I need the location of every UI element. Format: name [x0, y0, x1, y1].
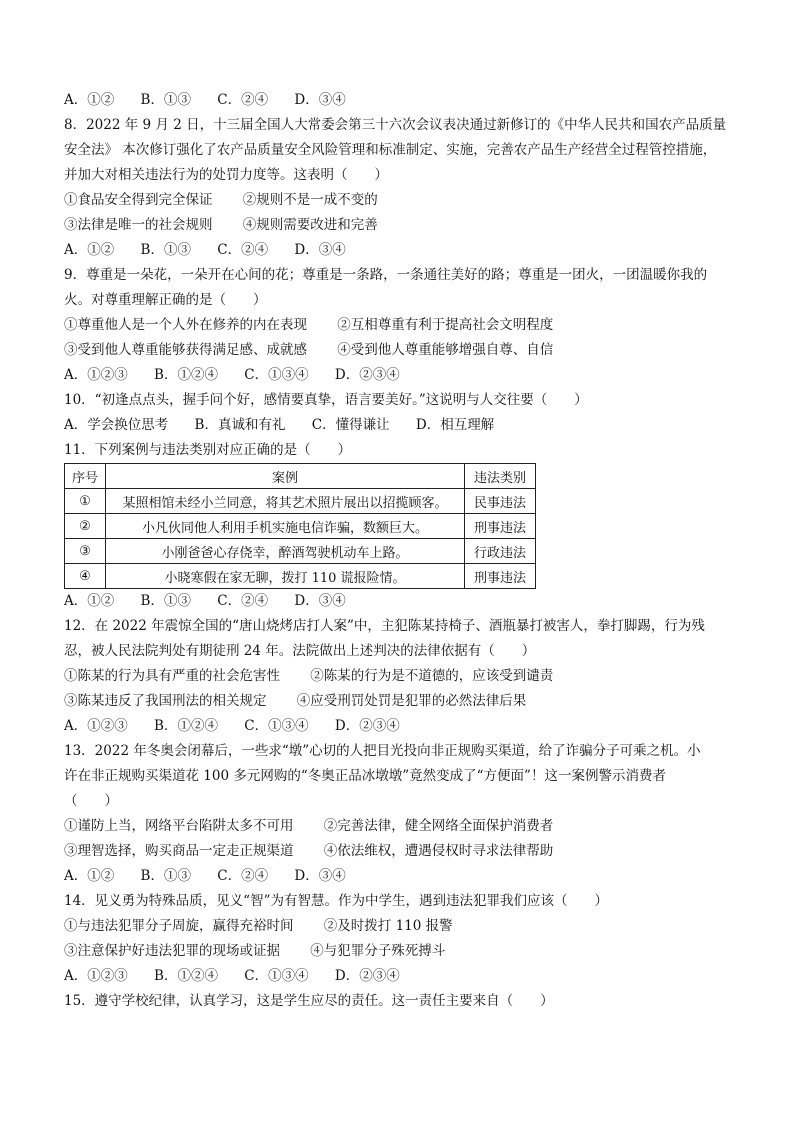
q13-statement-1: ①谨防上当，网络平台陷阱太多不可用: [64, 818, 294, 834]
q9-statement-4: ④受到他人尊重能够增强自尊、自信: [337, 342, 554, 358]
q9-option-c: C．①③④: [244, 367, 309, 383]
q13-option-d: D．③④: [294, 868, 346, 884]
q10-option-b: B．真诚和有礼: [194, 417, 286, 433]
q12-options: [64, 714, 744, 739]
q13-statements-row-1: [64, 814, 744, 839]
q12-option-b: B．①②④: [154, 718, 218, 734]
q9-option-b: B．①②④: [154, 367, 218, 383]
q11-option-d: D．③④: [294, 593, 346, 609]
q11-options: [64, 589, 744, 614]
q14-statements-row-1: [64, 914, 744, 939]
q9-statement-1: ①尊重他人是一个人外在修养的内在表现: [64, 317, 307, 333]
table-cell-type: 刑事违法: [465, 514, 536, 539]
exam-page: [64, 88, 744, 1014]
q9-stem-line-2: 火。对尊重理解正确的是（ ）: [64, 292, 267, 308]
q12-statement-2: ②陈某的行为是不道德的，应该受到谴责: [310, 668, 554, 684]
q11-option-b: B．①③: [140, 593, 191, 609]
q8-options: [64, 238, 744, 263]
q7-option-a: A．①②: [64, 92, 115, 108]
q7-options: [64, 88, 744, 113]
table-cell-number: ③: [65, 539, 106, 564]
q11-stem-line-1: 11．下列案例与违法类别对应正确的是（ ）: [64, 442, 352, 458]
q8-option-a: A．①②: [64, 242, 115, 258]
q8-stem-line-1: 8．2022 年 9 月 2 日，十三届全国人大常委会第三十六次会议表决通过新修订的《中华人民共和国农产品质量: [64, 117, 727, 133]
q9-option-d: D．②③④: [334, 367, 400, 383]
q7-option-c: C．②④: [217, 92, 269, 108]
q8-option-c: C．②④: [217, 242, 269, 258]
q9-option-a: A．①②③: [64, 367, 128, 383]
q8-stem-line-3: 并加大对相关违法行为的处罚力度等。这表明（ ）: [64, 167, 388, 183]
table-cell-number: ④: [65, 564, 106, 589]
q9-stem-line-1: 9．尊重是一朵花，一朵开在心间的花；尊重是一条路，一条通往美好的路；尊重是一团火，一团温暖你我的: [64, 267, 708, 283]
q9-statements-row-2: [64, 338, 744, 363]
table-cell-case: 某照相馆未经小兰同意，将其艺术照片展出以招揽顾客。: [106, 489, 465, 514]
q14-option-d: D．②③④: [334, 968, 400, 984]
q14-statement-2: ②及时拨打 110 报警: [323, 918, 453, 934]
q13-options: [64, 864, 744, 889]
q12-option-c: C．①③④: [244, 718, 309, 734]
q14-option-a: A．①②③: [64, 968, 128, 984]
q8-statements-row-1: [64, 188, 744, 213]
table-cell-type: 刑事违法: [465, 564, 536, 589]
q13-statements-row-2: [64, 839, 744, 864]
table-header-number: 序号: [65, 464, 106, 489]
q10-stem-line-1: 10．“初逢点点头，握手问个好，感情要真挚，语言要美好。”这说明与人交往要（ ）: [64, 392, 588, 408]
q12-option-a: A．①②③: [64, 718, 128, 734]
q13-statement-3: ③理智选择，购买商品一定走正规渠道: [64, 843, 294, 859]
q11-option-a: A．①②: [64, 593, 115, 609]
table-cell-type: 行政违法: [465, 539, 536, 564]
q13-option-a: A．①②: [64, 868, 115, 884]
q12-statements-row-1: [64, 664, 744, 689]
q9-statement-2: ②互相尊重有利于提高社会文明程度: [337, 317, 554, 333]
table-header-case: 案例: [106, 464, 465, 489]
q7-option-b: B．①③: [140, 92, 191, 108]
table-header-type: 违法类别: [465, 464, 536, 489]
q8-statement-2: ②规则不是一成不变的: [242, 192, 378, 208]
q12-statements-row-2: [64, 689, 744, 714]
table-cell-number: ②: [65, 514, 106, 539]
q12-statement-1: ①陈某的行为具有严重的社会危害性: [64, 668, 280, 684]
q13-stem-line-1: 13．2022 年冬奥会闭幕后，一些求“墩”心切的人把目光投向非正规购买渠道，给了诈骗分子可乘之机。小: [64, 743, 701, 759]
q8-option-d: D．③④: [294, 242, 346, 258]
q8-statement-3: ③法律是唯一的社会规则: [64, 217, 213, 233]
q13-statement-4: ④依法维权，遭遇侵权时寻求法律帮助: [323, 843, 554, 859]
table-cell-case: 小凡伙同他人利用手机实施电信诈骗，数额巨大。: [106, 514, 465, 539]
q13-option-c: C．②④: [217, 868, 269, 884]
q12-statement-4: ④应受刑罚处罚是犯罪的必然法律后果: [296, 693, 527, 709]
q12-stem-line-1: 12．在 2022 年震惊全国的“唐山烧烤店打人案”中，主犯陈某持椅子、酒瓶暴打被害人，拳打脚踢，行为残: [64, 618, 705, 634]
q12-stem-line-2: 忍，被人民法院判处有期徒刑 24 年。法院做出上述判决的法律依据有（ ）: [64, 643, 536, 659]
table-row: [65, 539, 536, 564]
q12-statement-3: ③陈某违反了我国刑法的相关规定: [64, 693, 267, 709]
q9-statement-3: ③受到他人尊重能够获得满足感、成就感: [64, 342, 307, 358]
q13-option-b: B．①③: [140, 868, 191, 884]
q14-statements-row-2: [64, 939, 744, 964]
q12-option-d: D．②③④: [334, 718, 400, 734]
q9-statements-row-1: [64, 313, 744, 338]
q10-options: [64, 413, 744, 438]
q13-stem-line-3: （ ）: [64, 793, 118, 809]
table-cell-type: 民事违法: [465, 489, 536, 514]
q8-stem-line-2: 安全法》 本次修订强化了农产品质量安全风险管理和标准制定、实施，完善农产品生产经营全过程管控措施，: [64, 142, 717, 158]
q11-case-table: [64, 463, 536, 589]
q14-statement-1: ①与违法犯罪分子周旋，赢得充裕时间: [64, 918, 294, 934]
q14-statement-3: ③注意保护好违法犯罪的现场或证据: [64, 943, 280, 959]
table-cell-case: 小晓寒假在家无聊，拨打 110 谎报险情。: [106, 564, 465, 589]
q8-option-b: B．①③: [140, 242, 191, 258]
q15-stem-line-1: 15．遵守学校纪律，认真学习，这是学生应尽的责任。这一责任主要来自（ ）: [64, 993, 554, 1009]
q14-option-c: C．①③④: [244, 968, 309, 984]
q8-statement-1: ①食品安全得到完全保证: [64, 192, 213, 208]
q8-statements-row-2: [64, 213, 744, 238]
q14-options: [64, 964, 744, 989]
table-row: [65, 514, 536, 539]
q8-statement-4: ④规则需要改进和完善: [242, 217, 378, 233]
q13-stem-line-2: 许在非正规购买渠道花 100 多元网购的“冬奥正品冰墩墩”竟然变成了“方便面”！这一案例警示消费者: [64, 768, 666, 784]
q10-option-d: D．相互理解: [415, 417, 495, 433]
table-cell-number: ①: [65, 489, 106, 514]
table-row: [65, 489, 536, 514]
q10-option-a: A．学会换位思考: [64, 417, 169, 433]
q14-option-b: B．①②④: [154, 968, 218, 984]
q14-stem-line-1: 14．见义勇为特殊品质，见义“智”为有智慧。作为中学生，遇到违法犯罪我们应该（ ）: [64, 893, 608, 909]
q11-option-c: C．②④: [217, 593, 269, 609]
q10-option-c: C．懂得谦让: [311, 417, 390, 433]
q13-statement-2: ②完善法律，健全网络全面保护消费者: [323, 818, 554, 834]
table-row: [65, 564, 536, 589]
q14-statement-4: ④与犯罪分子殊死搏斗: [310, 943, 446, 959]
table-cell-case: 小刚爸爸心存侥幸，醉酒驾驶机动车上路。: [106, 539, 465, 564]
q7-option-d: D．③④: [294, 92, 346, 108]
q9-options: [64, 363, 744, 388]
table-header-row: [65, 464, 536, 489]
